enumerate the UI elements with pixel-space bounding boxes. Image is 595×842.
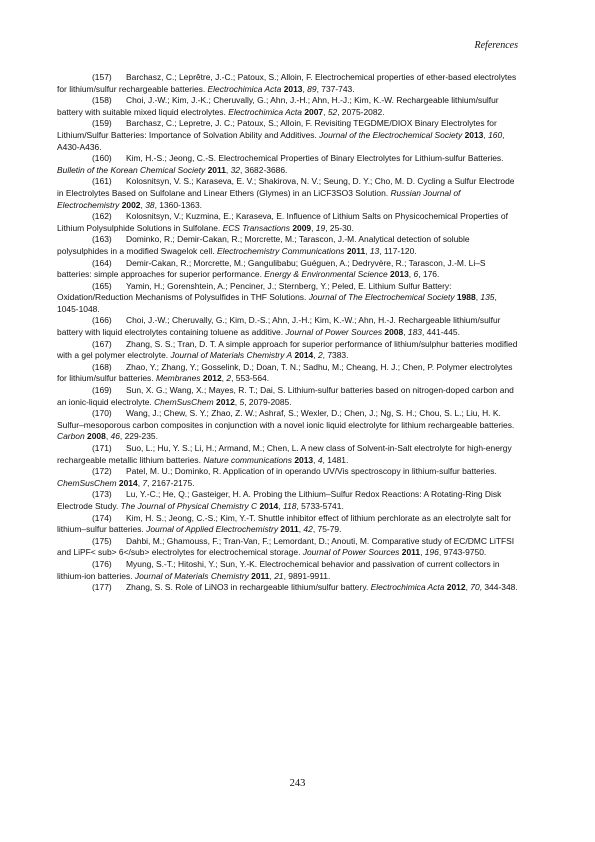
reference-year: 2008 <box>87 431 106 442</box>
reference-number: (160) <box>92 153 112 164</box>
reference-number: (159) <box>92 118 112 129</box>
reference-journal: Journal of Power Sources <box>302 547 400 558</box>
reference-volume: 32 <box>230 164 240 175</box>
reference-year: 2002 <box>121 199 141 210</box>
reference-text: Suo, L.; Hu, Y. S.; Li, H.; Armand, M.; Chen, L. A new class of Solvent-in-Salt electrolyte for high-energy rechargeable metallic lithium batteries. <box>57 443 512 465</box>
reference-number: (157) <box>92 72 112 82</box>
reference-volume: 89 <box>307 83 317 94</box>
reference-journal: Nature communications <box>203 454 292 465</box>
reference-year: 2013 <box>294 454 314 465</box>
reference-text: Yamin, H.; Gorenshtein, A.; Penciner, J.; Sternberg, Y.; Peled, E. Lithium Sulfur Battery: Oxidation/Reduction Mechanisms of Polysulfides in THF Solutions. <box>57 280 452 303</box>
reference-year: 2012 <box>216 396 235 407</box>
reference-entry: (159) Barchasz, C.; Lepretre, J. C.; Patoux, S.; Alloin, F. Revisiting TEGDME/DIOX Binary Electrolytes for Lithium/Sulfur Batteries: Importance of Solvation Ability and Additives. Journal of the Electrochemical Society 2013, 160, A430-A436. <box>57 118 505 152</box>
reference-number: (158) <box>92 95 112 106</box>
reference-year: 2013 <box>464 129 484 140</box>
reference-pages: , 5733-5741. <box>296 500 344 511</box>
reference-pages: , 176. <box>418 269 440 280</box>
reference-journal: ChemSusChem <box>57 477 117 488</box>
reference-text: Patel, M. U.; Dominko, R. Application of in operando UV/Vis spectroscopy in lithium-sulfur batteries. <box>126 466 497 477</box>
reference-journal: ECS Transactions <box>222 222 290 233</box>
reference-volume: 21 <box>274 570 284 581</box>
reference-number: (172) <box>92 466 112 477</box>
page-number: 243 <box>289 778 306 789</box>
reference-entry: (170) Wang, J.; Chew, S. Y.; Zhao, Z. W.; Ashraf, S.; Wexler, D.; Chen, J.; Ng, S. H.; Chou, S. L.; Liu, H. K. Sulfur–mesoporous carbon composites in conjunction with a novel ionic liquid electrolyte for lithium rechargeable batteries. Carbon 2008, 46, 229-235. <box>57 408 515 442</box>
reference-pages: , 1481. <box>322 454 349 465</box>
reference-volume: 5 <box>239 396 245 407</box>
reference-number: (169) <box>92 385 112 396</box>
reference-entry: (177) Zhang, S. S. Role of LiNO3 in rechargeable lithium/sulfur battery. Electrochimica Acta 2012, 70, 344-348. <box>92 582 518 593</box>
reference-year: 2008 <box>384 327 404 338</box>
reference-text: Kolosnitsyn, V. S.; Karaseva, E. V.; Shakirova, N. V.; Seung, D. Y.; Cho, M. D. Cycling a Sulfur Electrode in Electrolytes Based on Sulfolane and Linear Ethers (Glymes) in an LiCF3SO3 Solution. <box>57 176 515 198</box>
reference-text: Dominko, R.; Demir-Cakan, R.; Morcrette, M.; Tarascon, J.-M. Analytical detection of soluble polysulphides in a modified Swagelok cell. <box>57 234 470 256</box>
reference-entry: (171) Suo, L.; Hu, Y. S.; Li, H.; Armand, M.; Chen, L. A new class of Solvent-in-Salt electrolyte for high-energy rechargeable metallic lithium batteries. Nature communications 2013, 4, 1481. <box>57 443 512 465</box>
reference-number: (167) <box>92 338 112 349</box>
reference-pages: , 737-743. <box>316 83 355 94</box>
reference-pages: , 229-235. <box>119 431 158 442</box>
reference-volume: 196 <box>424 547 439 558</box>
reference-pages: , 7383. <box>322 350 349 361</box>
reference-text: Myung, S.-T.; Hitoshi, Y.; Sun, Y.-K. Electrochemical behavior and passivation of current collectors in lithium-ion batteries. <box>57 558 500 581</box>
reference-entry: (163) Dominko, R.; Demir-Cakan, R.; Morcrette, M.; Tarascon, J.-M. Analytical detection of soluble polysulphides in a modified Swagelok cell. Electrochemistry Communications 2011, 13, 117-120. <box>57 234 470 256</box>
reference-journal: Journal of Power Sources <box>285 327 383 338</box>
reference-entry: (162) Kolosnitsyn, V.; Kuzmina, E.; Karaseva, E. Influence of Lithium Salts on Physicochemical Properties of Lithium Polysulphide Solutions in Sulfolane. ECS Transactions 2009, 19, 25-30. <box>57 211 508 233</box>
reference-year: 2014 <box>118 477 138 488</box>
reference-year: 2013 <box>390 269 409 280</box>
reference-journal: Carbon <box>57 431 85 442</box>
reference-text: Kim, H. S.; Jeong, C.-S.; Kim, Y.-T. Shuttle inhibitor effect of lithium perchlorate as an electrolyte salt for lithium–sulfur batteries. <box>57 512 512 535</box>
reference-text: Kim, H.-S.; Jeong, C.-S. Electrochemical Properties of Binary Electrolytes for Lithium-sulfur Batteries. <box>126 153 504 164</box>
reference-pages: , 75-79. <box>312 524 342 535</box>
reference-pages: , 441-445. <box>421 327 460 338</box>
reference-entry: (176) Myung, S.-T.; Hitoshi, Y.; Sun, Y.-K. Electrochemical behavior and passivation of current collectors in lithium-ion batteries. Journal of Materials Chemistry 2011, 21, 9891-9911. <box>57 558 500 581</box>
reference-year: 2011 <box>207 164 226 175</box>
reference-journal: Electrochimica Acta <box>207 83 282 94</box>
reference-pages: , 553-564. <box>231 373 270 384</box>
reference-journal: Journal of the Electrochemical Society <box>319 129 463 140</box>
reference-volume: 70 <box>470 582 480 593</box>
reference-pages: , 2075-2082. <box>337 106 385 117</box>
reference-text: Barchasz, C.; Lepretre, J. C.; Patoux, S.; Alloin, F. Revisiting TEGDME/DIOX Binary Electrolytes for Lithium/Sulfur Batteries: Importance of Solvation Ability and Additives. <box>57 118 497 140</box>
reference-volume: 118 <box>282 500 297 511</box>
reference-entry: (161) Kolosnitsyn, V. S.; Karaseva, E. V.; Shakirova, N. V.; Seung, D. Y.; Cho, M. D. Cycling a Sulfur Electrode in Electrolytes Based on Sulfolane and Linear Ethers (Glymes) in an LiCF3SO3 Solution. Russian Journal of Electrochemistry 2002, 38, 1360-1363. <box>57 176 515 210</box>
reference-year: 2011 <box>251 570 270 581</box>
reference-volume: 38 <box>145 199 155 210</box>
reference-pages: , 2167-2175. <box>147 477 195 488</box>
reference-entry: (158) Choi, J.-W.; Kim, J.-K.; Cheruvally, G.; Ahn, J.-H.; Ahn, H.-J.; Kim, K.-W. Rechargeable lithium/sulfur battery with suitable mixed liquid electrolytes. Electrochimica Acta 2007, 52, 2075-2082. <box>57 95 499 117</box>
reference-text: Kolosnitsyn, V.; Kuzmina, E.; Karaseva, E. Influence of Lithium Salts on Physicochemical Properties of Lithium Polysulphide Solutions in Sulfolane. <box>57 211 508 233</box>
reference-journal: Energy & Environmental Science <box>264 269 388 280</box>
reference-entry: (168) Zhao, Y.; Zhang, Y.; Gosselink, D.; Doan, T. N.; Sadhu, M.; Cheang, H. J.; Chen, P. Polymer electrolytes for lithium/sulfur batteries. Membranes 2012, 2, 553-564. <box>57 361 513 384</box>
reference-number: (177) <box>92 582 112 593</box>
reference-year: 2007 <box>304 106 324 117</box>
reference-entry: (169) Sun, X. G.; Wang, X.; Mayes, R. T.; Dai, S. Lithium-sulfur batteries based on nitrogen-doped carbon and an ionic-liquid electrolyte. ChemSusChem 2012, 5, 2079-2085. <box>57 385 514 407</box>
reference-text: Choi, J.-W.; Kim, J.-K.; Cheruvally, G.; Ahn, J.-H.; Ahn, H.-J.; Kim, K.-W. Rechargeable lithium/sulfur battery with suitable mixed liquid electrolytes. <box>57 95 499 117</box>
reference-year: 2014 <box>294 350 314 361</box>
reference-entry: (172) Patel, M. U.; Dominko, R. Application of in operando UV/Vis spectroscopy in lithium-sulfur batteries. ChemSusChem 2014, 7, 2167-2175. <box>57 466 497 488</box>
reference-journal: Journal of Materials Chemistry <box>134 570 249 581</box>
reference-entry: (165) Yamin, H.; Gorenshtein, A.; Penciner, J.; Sternberg, Y.; Peled, E. Lithium Sulfur Battery: Oxidation/Reduction Mechanisms of Polysulfides in THF Solutions. Journal of The Electrochemical Society 1988, 135, 1045-1048. <box>57 280 497 314</box>
reference-number: (168) <box>92 361 112 372</box>
reference-year: 2012 <box>446 582 466 593</box>
reference-number: (164) <box>92 257 112 268</box>
reference-text: Demir-Cakan, R.; Morcrette, M.; Gangulibabu; Guéguen, A.; Dedryvère, R.; Tarascon, J.-M. Li–S batteries: simple approaches for superior performance. <box>57 257 486 280</box>
reference-journal: Journal of Materials Chemistry A <box>170 350 293 361</box>
reference-journal: Journal of Applied Electrochemistry <box>146 524 279 535</box>
reference-text: Zhang, S. S. Role of LiNO3 in rechargeable lithium/sulfur battery. <box>126 582 371 593</box>
reference-volume: 52 <box>327 106 338 117</box>
reference-year: 1988 <box>456 292 476 303</box>
reference-pages: , 1360-1363. <box>154 199 202 210</box>
reference-text: Zhao, Y.; Zhang, Y.; Gosselink, D.; Doan, T. N.; Sadhu, M.; Cheang, H. J.; Chen, P. Polymer electrolytes for lithium/sulfur batteries. <box>57 361 513 384</box>
reference-entry: (167) Zhang, S. S.; Tran, D. T. A simple approach for superior performance of lithium/sulphur batteries modified with a gel polymer electrolyte. Journal of Materials Chemistry A 2014, 2, 7383. <box>57 338 518 361</box>
reference-text: Wang, J.; Chew, S. Y.; Zhao, Z. W.; Ashraf, S.; Wexler, D.; Chen, J.; Ng, S. H.; Chou, S. L.; Liu, H. K. Sulfur–mesoporous carbon composites in conjunction with a novel ionic liquid electrolyte for lithium rechargeable batteries. <box>57 408 515 430</box>
reference-text: Choi, J.-W.; Cheruvally, G.; Kim, D.-S.; Ahn, J.-H.; Kim, K.-W.; Ahn, H.-J. Rechargeable lithium/sulfur battery with liquid electrolytes containing toluene as additive. <box>57 315 501 338</box>
reference-pages: , 117-120. <box>379 245 417 256</box>
reference-number: (162) <box>92 211 112 222</box>
reference-number: (170) <box>92 408 112 419</box>
reference-text: Zhang, S. S.; Tran, D. T. A simple approach for superior performance of lithium/sulphur batteries modified with a gel polymer electrolyte. <box>57 338 518 361</box>
reference-pages: , 344-348. <box>479 582 518 593</box>
reference-number: (175) <box>92 535 112 546</box>
reference-volume: 46 <box>110 431 120 442</box>
reference-journal: Electrochimica Acta <box>228 106 302 117</box>
reference-volume: 2 <box>226 373 232 384</box>
reference-number: (166) <box>92 315 112 326</box>
reference-pages: , 9743-9750. <box>438 547 487 558</box>
reference-number: (174) <box>92 512 112 523</box>
reference-list <box>57 72 519 594</box>
reference-volume: 2 <box>317 350 323 361</box>
reference-number: (163) <box>92 234 112 245</box>
reference-year: 2011 <box>401 547 421 558</box>
reference-text: Dahbi, M.; Ghamouss, F.; Tran-Van, F.; Lemordant, D.; Anouti, M. Comparative study of EC/DMC LiTFSI and LiPF< sub> 6</sub> electrolytes for electrochemical storage. <box>57 535 515 558</box>
reference-journal: Journal of The Electrochemical Society <box>308 292 455 303</box>
reference-volume: 160 <box>488 129 503 140</box>
reference-text: Barchasz, C.; Leprêtre, J.-C.; Patoux, S.; Alloin, F. Electrochemical properties of ether-based electrolytes for lithium/sulfur rechargeable batteries. <box>57 72 517 94</box>
reference-pages: , 2079-2085. <box>244 396 292 407</box>
reference-entry: (173) Lu, Y.-C.; He, Q.; Gasteiger, H. A. Probing the Lithium–Sulfur Redox Reactions: A Rotating-Ring Disk Electrode Study. The Journal of Physical Chemistry C 2014, 118, 5733-5741. <box>57 489 502 511</box>
reference-volume: 135 <box>480 292 495 303</box>
reference-volume: 183 <box>407 327 422 338</box>
reference-number: (173) <box>92 489 112 500</box>
reference-volume: 4 <box>317 454 323 465</box>
reference-number: (171) <box>92 443 112 453</box>
reference-number: (165) <box>92 280 112 291</box>
reference-journal: Electrochimica Acta <box>370 582 445 593</box>
reference-entry: (164) Demir-Cakan, R.; Morcrette, M.; Gangulibabu; Guéguen, A.; Dedryvère, R.; Tarascon, J.-M. Li–S batteries: simple approaches for superior performance. Energy & Environmental Science 2013, 6, 176. <box>57 257 486 280</box>
reference-entry: (160) Kim, H.-S.; Jeong, C.-S. Electrochemical Properties of Binary Electrolytes for Lithium-sulfur Batteries. Bulletin of the Korean Chemical Society 2011, 32, 3682-3686. <box>57 153 504 175</box>
reference-entry: (175) Dahbi, M.; Ghamouss, F.; Tran-Van, F.; Lemordant, D.; Anouti, M. Comparative study of EC/DMC LiTFSI and LiPF< sub> 6</sub> electrolytes for electrochemical storage. Journal of Power Sources 2011, 196, 9743-9750. <box>57 535 515 558</box>
reference-volume: 13 <box>369 245 380 256</box>
running-header: References <box>474 40 518 51</box>
reference-pages: , A430-A436. <box>57 129 505 152</box>
reference-pages: , 3682-3686. <box>239 164 288 175</box>
reference-number: (176) <box>92 558 112 569</box>
reference-entry: (174) Kim, H. S.; Jeong, C.-S.; Kim, Y.-T. Shuttle inhibitor effect of lithium perchlorate as an electrolyte salt for lithium–sulfur batteries. Journal of Applied Electrochemistry 2011, 42, 75-79. <box>57 512 512 535</box>
reference-pages: , 1045-1048. <box>57 292 497 314</box>
reference-pages: , 25-30. <box>325 222 354 233</box>
reference-journal: Russian Journal of Electrochemistry <box>57 187 461 210</box>
reference-entry: (157) Barchasz, C.; Leprêtre, J.-C.; Patoux, S.; Alloin, F. Electrochemical properties of ether-based electrolytes for lithium/sulfur rechargeable batteries. Electrochimica Acta 2013, 89, 737-743. <box>57 72 517 94</box>
reference-pages: , 9891-9911. <box>283 570 331 581</box>
reference-year: 2013 <box>283 83 303 94</box>
reference-volume: 7 <box>142 477 148 488</box>
reference-journal: Bulletin of the Korean Chemical Society <box>57 164 206 175</box>
reference-year: 2009 <box>292 222 312 233</box>
reference-volume: 6 <box>413 269 419 280</box>
reference-text: Sun, X. G.; Wang, X.; Mayes, R. T.; Dai, S. Lithium-sulfur batteries based on nitrogen-doped carbon and an ionic-liquid electrolyte. <box>57 385 514 407</box>
reference-journal: ChemSusChem <box>154 396 214 407</box>
reference-year: 2011 <box>346 245 366 256</box>
reference-year: 2014 <box>259 500 279 511</box>
reference-journal: Electrochemistry Communications <box>216 245 345 256</box>
reference-year: 2011 <box>280 524 299 535</box>
reference-year: 2012 <box>202 373 222 384</box>
reference-journal: Membranes <box>155 373 201 384</box>
reference-journal: The Journal of Physical Chemistry C <box>120 500 258 511</box>
reference-entry: (166) Choi, J.-W.; Cheruvally, G.; Kim, D.-S.; Ahn, J.-H.; Kim, K.-W.; Ahn, H.-J. Rechargeable lithium/sulfur battery with liquid electrolytes containing toluene as additive. Journal of Power Sources 2008, 183, 441-445. <box>57 315 501 338</box>
reference-text: Lu, Y.-C.; He, Q.; Gasteiger, H. A. Probing the Lithium–Sulfur Redox Reactions: A Rotating-Ring Disk Electrode Study. <box>57 489 502 511</box>
reference-volume: 19 <box>315 222 326 233</box>
reference-volume: 42 <box>303 524 313 535</box>
reference-number: (161) <box>92 176 112 187</box>
